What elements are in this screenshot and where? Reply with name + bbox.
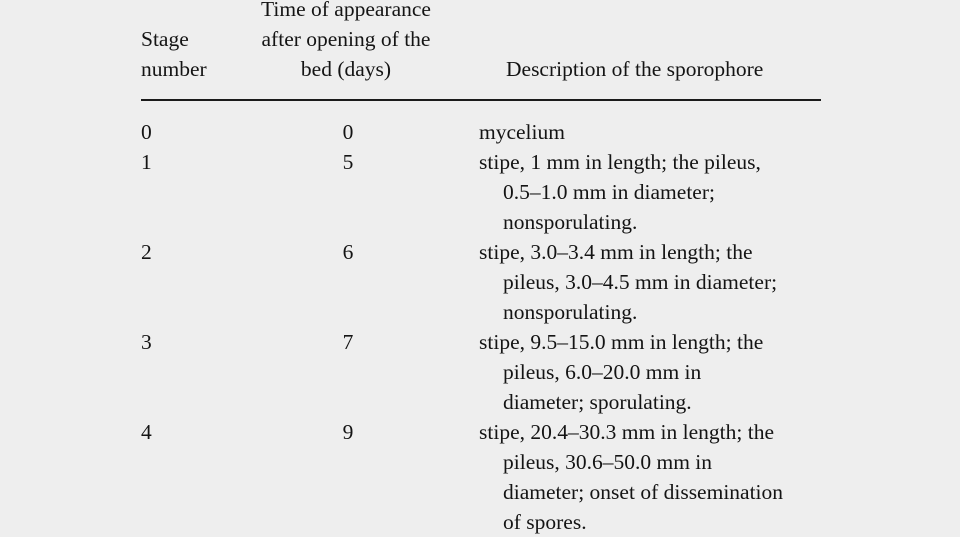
row-3-description — [479, 327, 763, 417]
row-1-time: 5 — [342, 150, 354, 174]
row-4-stage: 4 — [141, 420, 152, 444]
header-description: Description of the sporophore — [506, 57, 764, 81]
header-time-line: bed (days) — [300, 57, 392, 81]
row-3-stage: 3 — [141, 330, 152, 354]
description-line: nonsporulating. — [503, 210, 638, 234]
header-stage-line: Stage — [141, 27, 189, 51]
description-line: nonsporulating. — [503, 300, 638, 324]
header-rule — [141, 99, 821, 101]
header-time-line: Time of appearance — [261, 0, 431, 21]
header-stage-line: number — [141, 57, 207, 81]
description-line: mycelium — [479, 120, 565, 144]
row-2-description — [479, 237, 777, 327]
description-line: diameter; sporulating. — [503, 390, 692, 414]
row-2-stage: 2 — [141, 240, 152, 264]
description-line: stipe, 3.0–3.4 mm in length; the — [479, 240, 753, 264]
header-time-of-appearance — [236, 0, 456, 84]
row-4-time: 9 — [342, 420, 354, 444]
description-line: pileus, 6.0–20.0 mm in — [503, 360, 702, 384]
description-line: of spores. — [503, 510, 587, 534]
row-0-stage: 0 — [141, 120, 152, 144]
description-line: stipe, 1 mm in length; the pileus, — [479, 150, 761, 174]
row-0-description — [479, 117, 565, 147]
row-4-description — [479, 417, 783, 537]
description-line: 0.5–1.0 mm in diameter; — [503, 180, 715, 204]
description-line: diameter; onset of dissemination — [503, 480, 784, 504]
row-3-time: 7 — [342, 330, 354, 354]
row-1-stage: 1 — [141, 150, 152, 174]
header-time-line: after opening of the — [261, 27, 431, 51]
description-line: stipe, 9.5–15.0 mm in length; the — [479, 330, 764, 354]
description-line: stipe, 20.4–30.3 mm in length; the — [479, 420, 775, 444]
description-line: pileus, 3.0–4.5 mm in diameter; — [503, 270, 778, 294]
header-stage-number — [141, 24, 207, 84]
row-2-time: 6 — [342, 240, 354, 264]
row-0-time: 0 — [342, 120, 354, 144]
description-line: pileus, 30.6–50.0 mm in — [503, 450, 713, 474]
row-1-description — [479, 147, 761, 237]
